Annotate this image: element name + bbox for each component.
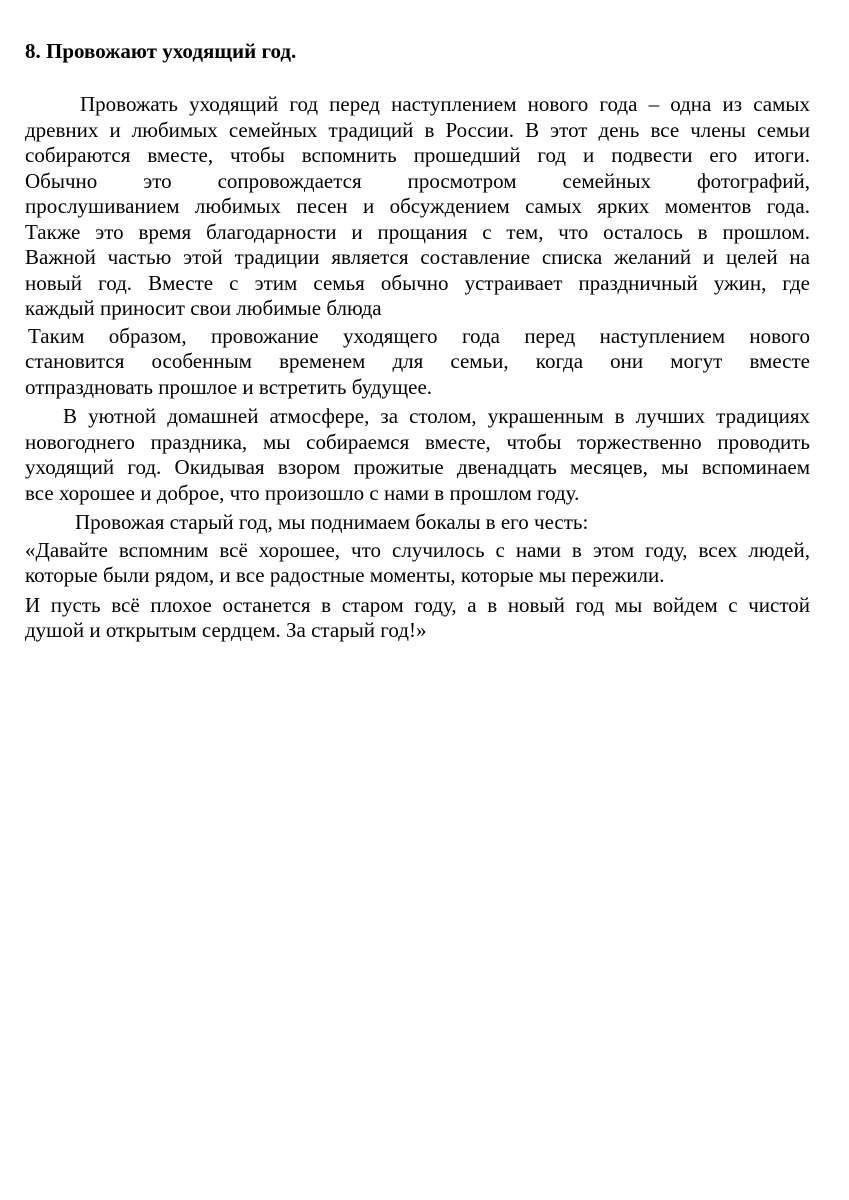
text-line: становится особенным временем для семьи, когда они могут вместе [25,349,810,373]
document-body [25,92,810,644]
text-line: все хорошее и доброе, что произошло с нами в прошлом году. [25,480,580,505]
paragraph-summary [25,324,810,401]
paragraph-toast-closing [25,593,810,644]
text-line: Также это время благодарности и прощания с тем, что осталось в прошлом. [25,219,810,244]
text-line: душой и открытым сердцем. За старый год!» [25,618,427,642]
text-line: Обычно это сопровождается просмотром семейных фотографий, [25,168,810,193]
text-line: Провожая старый год, мы поднимаем бокалы в его честь: [75,510,589,534]
text-line: И пусть всё плохое останется в старом году, а в новый год мы войдем с чистой [25,592,810,617]
text-line: новогоднего праздника, мы собираемся вместе, чтобы торжественно проводить [25,429,810,454]
text-line: которые были рядом, и все радостные моменты, которые мы пережили. [25,563,665,587]
text-line: Провожать уходящий год перед наступлением нового года – одна из самых [80,92,810,116]
section-title: 8. Провожают уходящий год. [25,39,297,63]
paragraph-toast-quote [25,538,810,589]
text-line: новый год. Вместе с этим семья обычно устраивает праздничный ужин, где [25,270,810,295]
paragraph-tradition [25,92,810,322]
text-line: Таким образом, провожание уходящего года перед наступлением нового [28,323,810,348]
text-line: древних и любимых семейных традиций в России. В этот день все члены семьи [25,117,810,142]
text-line: прослушиванием любимых песен и обсуждением самых ярких моментов года. [25,194,810,218]
paragraph-atmosphere [25,404,810,506]
text-line: В уютной домашней атмосфере, за столом, украшенным в лучших традициях [63,404,810,428]
text-line: каждый приносит свои любимые блюда [25,296,382,320]
text-line: уходящий год. Окидывая взором прожитые двенадцать месяцев, мы вспоминаем [25,455,810,479]
text-line: собираются вместе, чтобы вспомнить прошедший год и подвести его итоги. [25,143,810,167]
text-line: Важной частью этой традиции является составление списка желаний и целей на [25,245,810,269]
text-line: отпраздновать прошлое и встретить будущее. [25,374,433,399]
paragraph-toast-intro [25,510,810,536]
text-line: «Давайте вспомним всё хорошее, что случилось с нами в этом году, всех людей, [25,537,810,562]
